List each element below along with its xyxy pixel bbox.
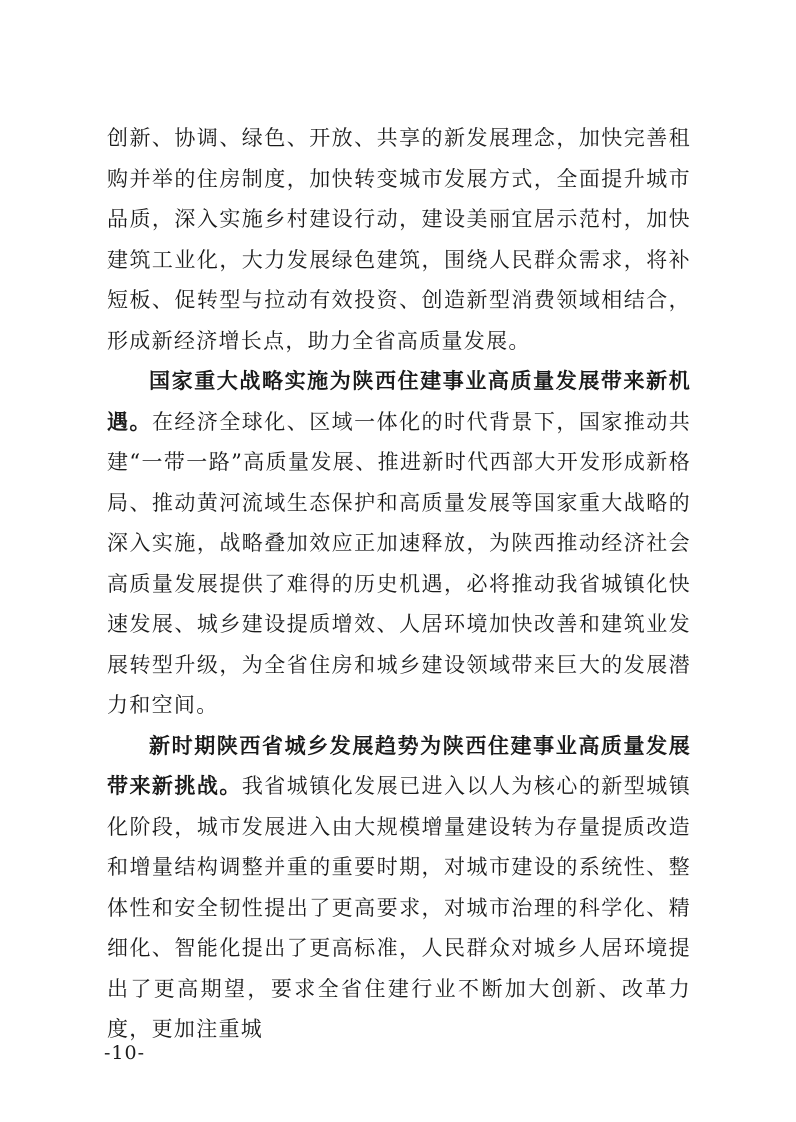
paragraph-3-heading: 新时期陕西省城乡发展趋势为陕西住建事业高质量发展带来新挑战。 — [107, 733, 691, 798]
paragraph-2-text: 在经济全球化、区域一体化的时代背景下，国家推动共建“一带一路”高质量发展、推进新时代西部大开发形成新格局、推动黄河流域生态保护和高质量发展等国家重大战略的深入实施，战略叠加效应正加速释放，为陕西推动经济社会高质量发展提供了难得的历史机遇，必将推动我省城镇化快速发展、城乡建设提质增效、人居环境加快改善和建筑业发展转型升级，为全省住房和城乡建设领域带来巨大的发展潜力和空间。 — [107, 409, 691, 717]
paragraph-2 — [107, 361, 691, 726]
paragraph-1-text: 创新、协调、绿色、开放、共享的新发展理念，加快完善租购并举的住房制度，加快转变城市发展方式，全面提升城市品质，深入实施乡村建设行动，建设美丽宜居示范村，加快建筑工业化，大力发展绿色建筑，围绕人民群众需求，将补短板、促转型与拉动有效投资、创造新型消费领域相结合，形成新经济增长点，助力全省高质量发展。 — [107, 126, 691, 353]
paragraph-1 — [107, 118, 691, 361]
paragraph-3-text: 我省城镇化发展已进入以人为核心的新型城镇化阶段，城市发展进入由大规模增量建设转为存量提质改造和增量结构调整并重的重要时期，对城市建设的系统性、整体性和安全韧性提出了更高要求，对城市治理的科学化、精细化、智能化提出了更高标准，人民群众对城乡人居环境提出了更高期望，要求全省住建行业不断加大创新、改革力度，更加注重城 — [107, 774, 691, 1041]
paragraph-3 — [107, 726, 691, 1050]
document-body — [107, 118, 691, 1050]
paragraph-2-heading: 国家重大战略实施为陕西住建事业高质量发展带来新机遇。 — [107, 369, 691, 434]
page-number: -10- — [104, 1042, 146, 1064]
